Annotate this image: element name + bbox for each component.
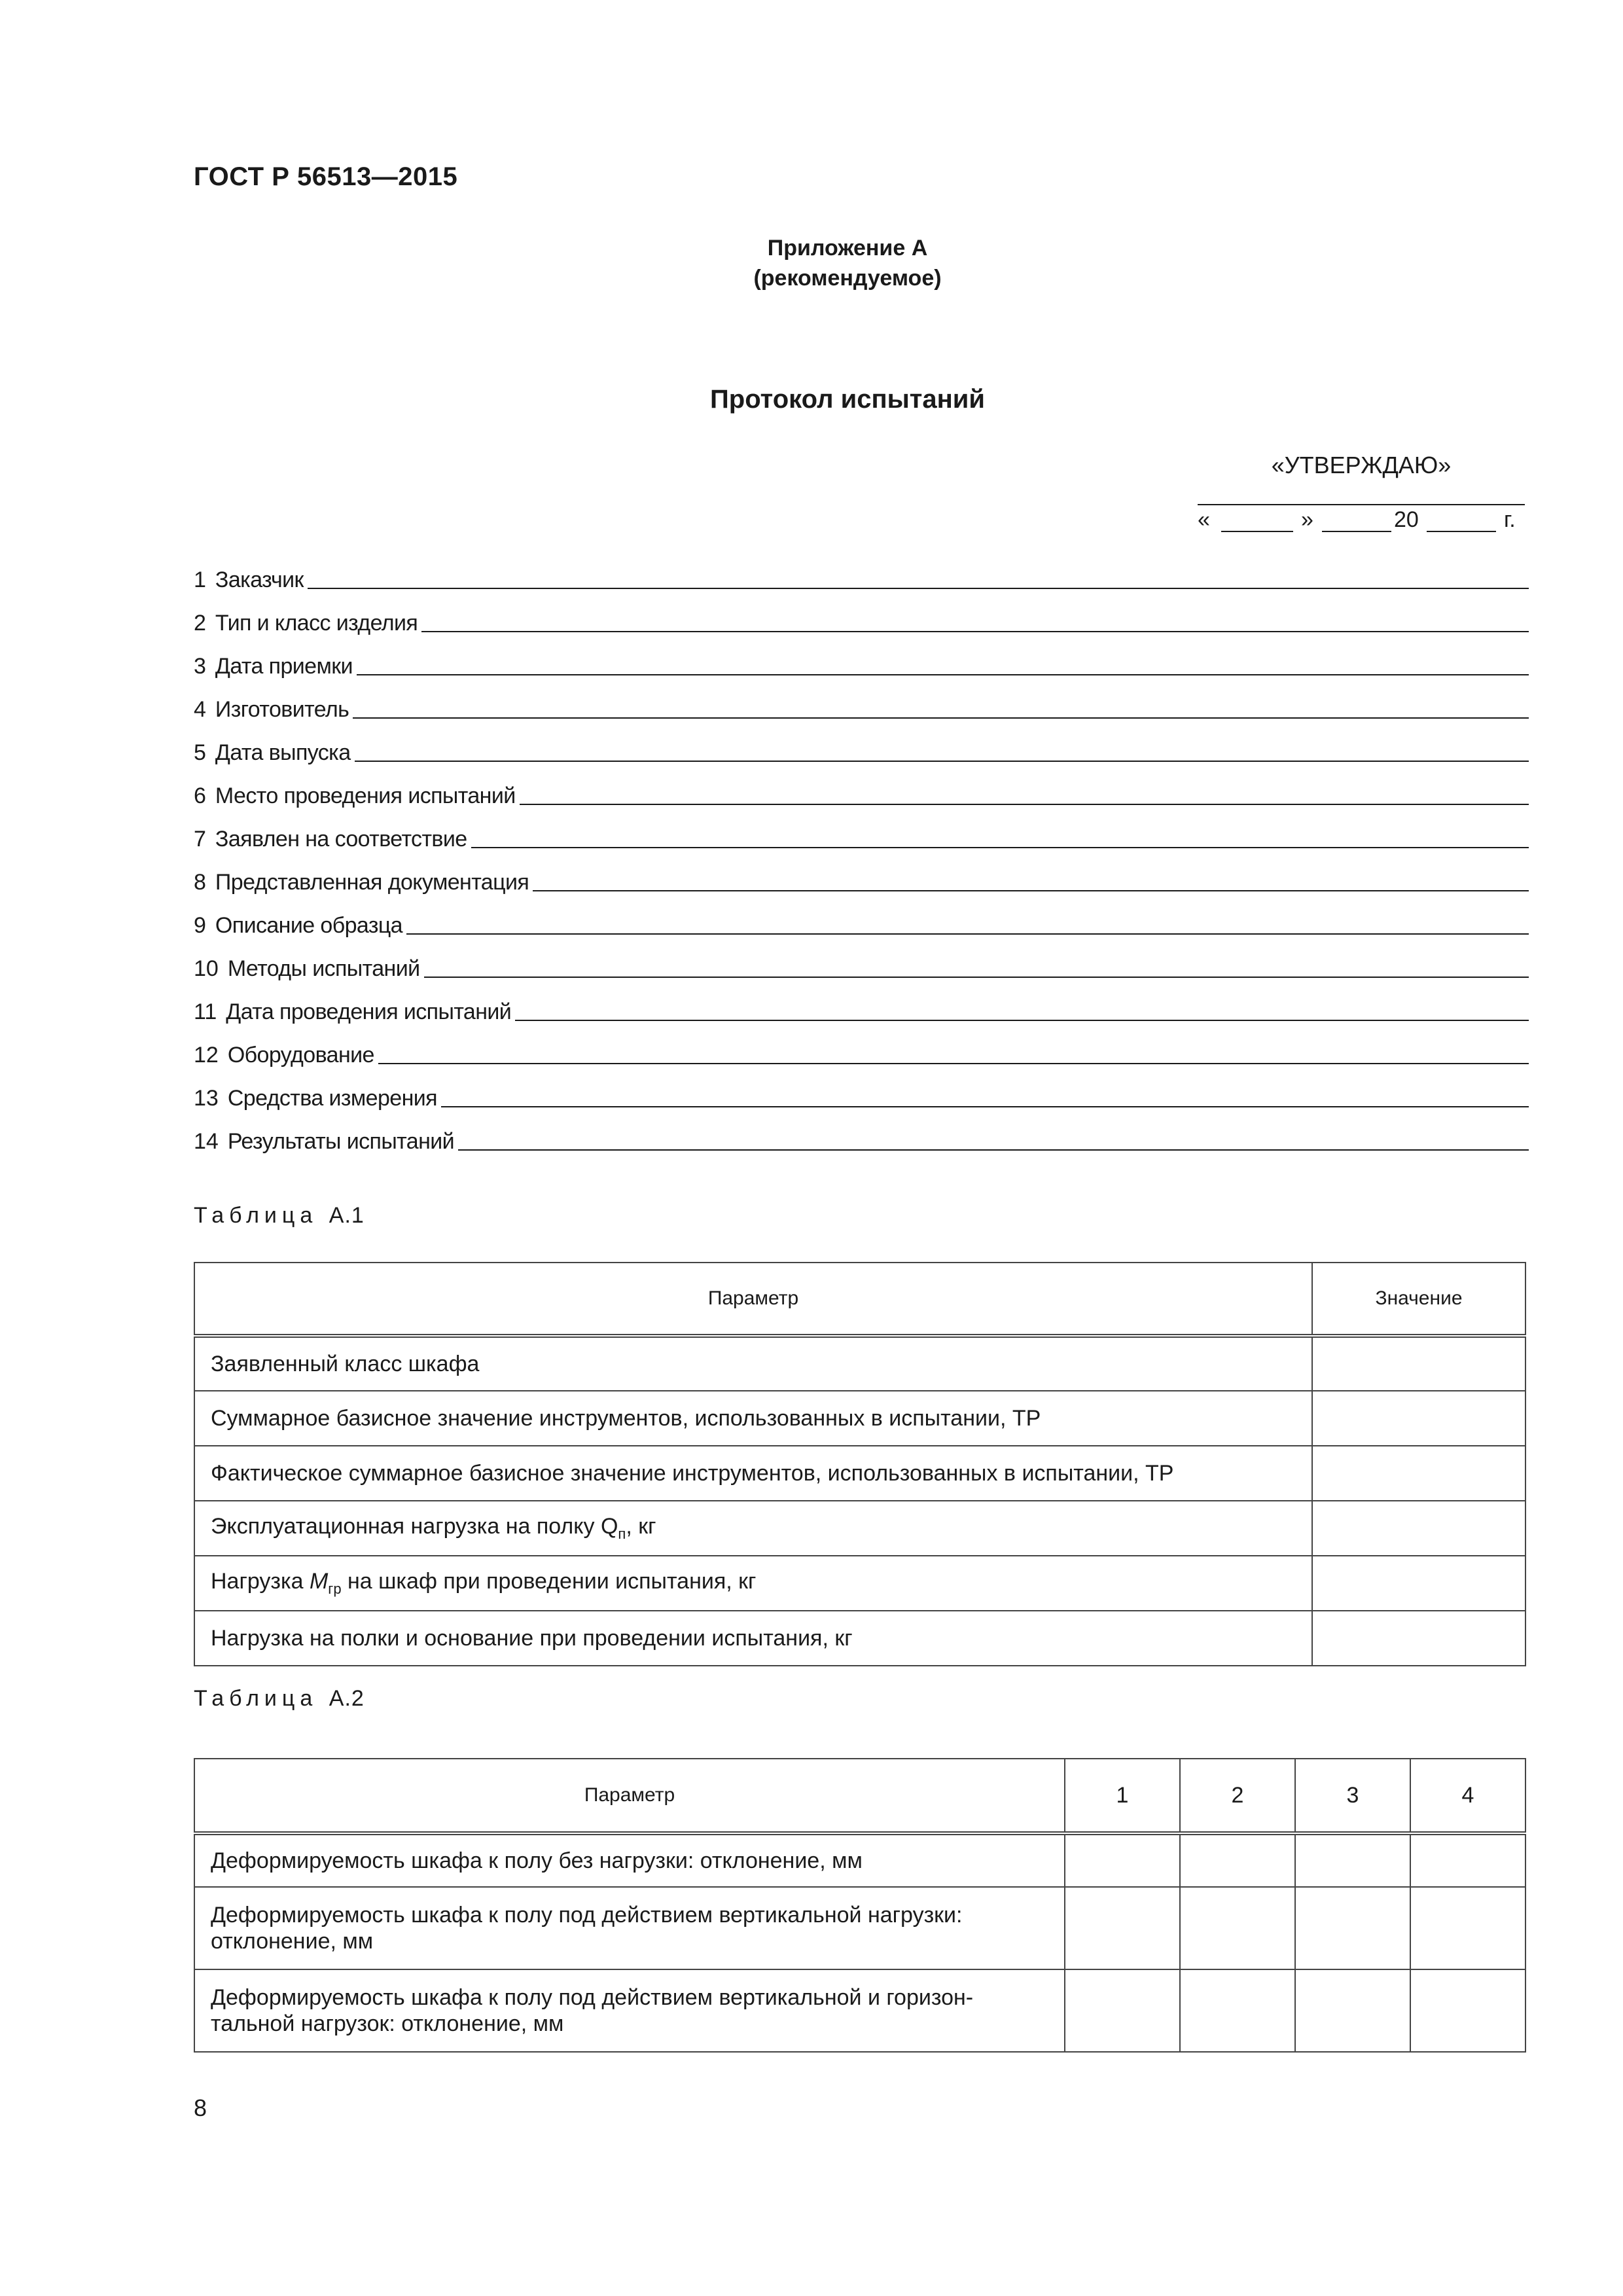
field-input-line[interactable] bbox=[533, 890, 1529, 891]
table1-param-cell: Нагрузка на полки и основание при проведении испытания, кг bbox=[194, 1611, 1312, 1666]
table2-param-cell: Деформируемость шкафа к полу под действием вертикальной нагрузки: отклонение, мм bbox=[194, 1887, 1065, 1969]
table2-caption-number: А.2 bbox=[329, 1686, 365, 1711]
approval-month-blank[interactable] bbox=[1322, 507, 1391, 532]
field-input-line[interactable] bbox=[515, 1020, 1529, 1021]
table1-caption-number: А.1 bbox=[329, 1203, 365, 1228]
field-number: 1 bbox=[194, 567, 206, 592]
field-row-documentation bbox=[194, 863, 1529, 895]
table-row bbox=[194, 1833, 1525, 1887]
field-number: 11 bbox=[194, 999, 217, 1024]
approval-date bbox=[1198, 507, 1538, 540]
field-label: Тип и класс изделия bbox=[215, 611, 418, 636]
table-row bbox=[194, 1501, 1525, 1556]
table1-value-cell[interactable] bbox=[1312, 1391, 1525, 1446]
approval-open-quote: « bbox=[1198, 507, 1210, 532]
table1-header-value: Значение bbox=[1312, 1263, 1525, 1336]
table1-value-cell[interactable] bbox=[1312, 1446, 1525, 1501]
table1-value-cell[interactable] bbox=[1312, 1336, 1525, 1391]
field-input-line[interactable] bbox=[406, 933, 1529, 935]
field-label: Описание образца bbox=[215, 913, 402, 938]
field-number: 6 bbox=[194, 783, 206, 808]
field-number: 9 bbox=[194, 913, 206, 938]
field-label: Результаты испытаний bbox=[227, 1129, 455, 1154]
italic-symbol: M bbox=[309, 1569, 329, 1594]
protocol-title: Протокол испытаний bbox=[710, 385, 985, 414]
field-row-measuring-instruments bbox=[194, 1079, 1529, 1111]
approval-close-quote: » bbox=[1301, 507, 1313, 532]
table2-value-cell[interactable] bbox=[1065, 1833, 1180, 1887]
approval-year-prefix: 20 bbox=[1394, 507, 1419, 532]
table-row bbox=[194, 1887, 1525, 1969]
field-row-manufacturer bbox=[194, 690, 1529, 723]
field-label: Дата выпуска bbox=[215, 740, 351, 765]
page-number: 8 bbox=[194, 2094, 207, 2121]
approval-word: «УТВЕРЖДАЮ» bbox=[1271, 452, 1452, 478]
table-header-row bbox=[194, 1263, 1525, 1336]
table2-value-cell[interactable] bbox=[1410, 1969, 1525, 2052]
table-a2 bbox=[194, 1758, 1526, 2053]
field-label: Средства измерения bbox=[227, 1086, 437, 1111]
field-row-test-location bbox=[194, 776, 1529, 809]
field-row-test-date bbox=[194, 992, 1529, 1025]
table2-header-col-1: 1 bbox=[1065, 1759, 1180, 1833]
table-row bbox=[194, 1611, 1525, 1666]
field-number: 8 bbox=[194, 870, 206, 895]
appendix-title: Приложение А bbox=[767, 236, 928, 260]
approval-signature-line[interactable] bbox=[1198, 504, 1525, 505]
table2-value-cell[interactable] bbox=[1180, 1969, 1295, 2052]
table1-value-cell[interactable] bbox=[1312, 1556, 1525, 1611]
field-row-product-type bbox=[194, 603, 1529, 636]
table2-caption-word: Таблица bbox=[194, 1686, 318, 1711]
field-row-test-results bbox=[194, 1122, 1529, 1155]
field-label: Заявлен на соответствие bbox=[215, 827, 467, 852]
field-input-line[interactable] bbox=[458, 1149, 1529, 1151]
approval-day-blank[interactable] bbox=[1221, 507, 1293, 532]
field-label: Изготовитель bbox=[215, 697, 349, 722]
field-input-line[interactable] bbox=[308, 588, 1529, 589]
table1-value-cell[interactable] bbox=[1312, 1501, 1525, 1556]
field-number: 13 bbox=[194, 1086, 219, 1111]
table2-param-cell: Деформируемость шкафа к полу под действием вертикальной и горизон- тальной нагрузок: отклонение, мм bbox=[194, 1969, 1065, 2052]
field-row-test-methods bbox=[194, 949, 1529, 982]
appendix-subtitle: (рекомендуемое) bbox=[753, 266, 942, 291]
field-input-line[interactable] bbox=[355, 761, 1529, 762]
table2-param-cell: Деформируемость шкафа к полу без нагрузки: отклонение, мм bbox=[194, 1833, 1065, 1887]
field-input-line[interactable] bbox=[353, 717, 1529, 719]
field-row-sample-description bbox=[194, 906, 1529, 939]
table1-param-cell: Заявленный класс шкафа bbox=[194, 1336, 1312, 1391]
document-code: ГОСТ Р 56513—2015 bbox=[194, 162, 458, 191]
field-number: 7 bbox=[194, 827, 206, 852]
table1-param-cell: Суммарное базисное значение инструментов, использованных в испытании, TP bbox=[194, 1391, 1312, 1446]
field-label: Представленная документация bbox=[215, 870, 529, 895]
field-input-line[interactable] bbox=[424, 977, 1529, 978]
field-row-conformity bbox=[194, 819, 1529, 852]
table2-value-cell[interactable] bbox=[1065, 1887, 1180, 1969]
field-input-line[interactable] bbox=[471, 847, 1529, 848]
subscript: гр bbox=[328, 1580, 342, 1597]
field-row-customer bbox=[194, 560, 1529, 593]
field-number: 5 bbox=[194, 740, 206, 765]
field-input-line[interactable] bbox=[357, 674, 1529, 675]
table2-value-cell[interactable] bbox=[1295, 1887, 1410, 1969]
field-number: 4 bbox=[194, 697, 206, 722]
field-label: Оборудование bbox=[227, 1043, 374, 1067]
field-row-acceptance-date bbox=[194, 647, 1529, 679]
field-number: 2 bbox=[194, 611, 206, 636]
field-row-release-date bbox=[194, 733, 1529, 766]
table1-value-cell[interactable] bbox=[1312, 1611, 1525, 1666]
field-input-line[interactable] bbox=[441, 1106, 1529, 1107]
field-input-line[interactable] bbox=[421, 631, 1529, 632]
field-number: 14 bbox=[194, 1129, 219, 1154]
table2-header-col-4: 4 bbox=[1410, 1759, 1525, 1833]
table1-caption-word: Таблица bbox=[194, 1203, 318, 1228]
table2-value-cell[interactable] bbox=[1295, 1833, 1410, 1887]
subscript: п bbox=[618, 1525, 626, 1542]
table-a1 bbox=[194, 1262, 1526, 1666]
table1-caption bbox=[194, 1203, 365, 1229]
table2-value-cell[interactable] bbox=[1065, 1969, 1180, 2052]
field-label: Методы испытаний bbox=[227, 956, 420, 981]
table2-caption bbox=[194, 1686, 365, 1712]
table2-value-cell[interactable] bbox=[1180, 1887, 1295, 1969]
table-row bbox=[194, 1556, 1525, 1611]
approval-year-blank[interactable] bbox=[1427, 507, 1496, 532]
table2-header-col-3: 3 bbox=[1295, 1759, 1410, 1833]
table1-header-parameter: Параметр bbox=[194, 1263, 1312, 1336]
table1-param-cell: Фактическое суммарное базисное значение инструментов, использованных в испытании, TP bbox=[194, 1446, 1312, 1501]
field-number: 3 bbox=[194, 654, 206, 679]
table2-value-cell[interactable] bbox=[1410, 1833, 1525, 1887]
table-row bbox=[194, 1446, 1525, 1501]
field-input-line[interactable] bbox=[520, 804, 1529, 805]
table-row bbox=[194, 1969, 1525, 2052]
table2-value-cell[interactable] bbox=[1180, 1833, 1295, 1887]
field-input-line[interactable] bbox=[378, 1063, 1529, 1064]
table2-value-cell[interactable] bbox=[1410, 1887, 1525, 1969]
table-row bbox=[194, 1391, 1525, 1446]
table-header-row bbox=[194, 1759, 1525, 1833]
table2-value-cell[interactable] bbox=[1295, 1969, 1410, 2052]
field-label: Дата приемки bbox=[215, 654, 353, 679]
field-number: 12 bbox=[194, 1043, 219, 1067]
approval-year-suffix: г. bbox=[1504, 507, 1516, 532]
field-label: Заказчик bbox=[215, 567, 304, 592]
table2-header-parameter: Параметр bbox=[194, 1759, 1065, 1833]
table1-param-cell: Нагрузка $M_{гр}$ на шкаф при проведении испытания, кг bbox=[194, 1556, 1312, 1611]
field-row-equipment bbox=[194, 1035, 1529, 1068]
field-label: Дата проведения испытаний bbox=[226, 999, 512, 1024]
field-label: Место проведения испытаний bbox=[215, 783, 516, 808]
table1-param-cell: Эксплуатационная нагрузка на полку $Q_п$, кг bbox=[194, 1501, 1312, 1556]
table-row bbox=[194, 1336, 1525, 1391]
table2-header-col-2: 2 bbox=[1180, 1759, 1295, 1833]
field-number: 10 bbox=[194, 956, 219, 981]
